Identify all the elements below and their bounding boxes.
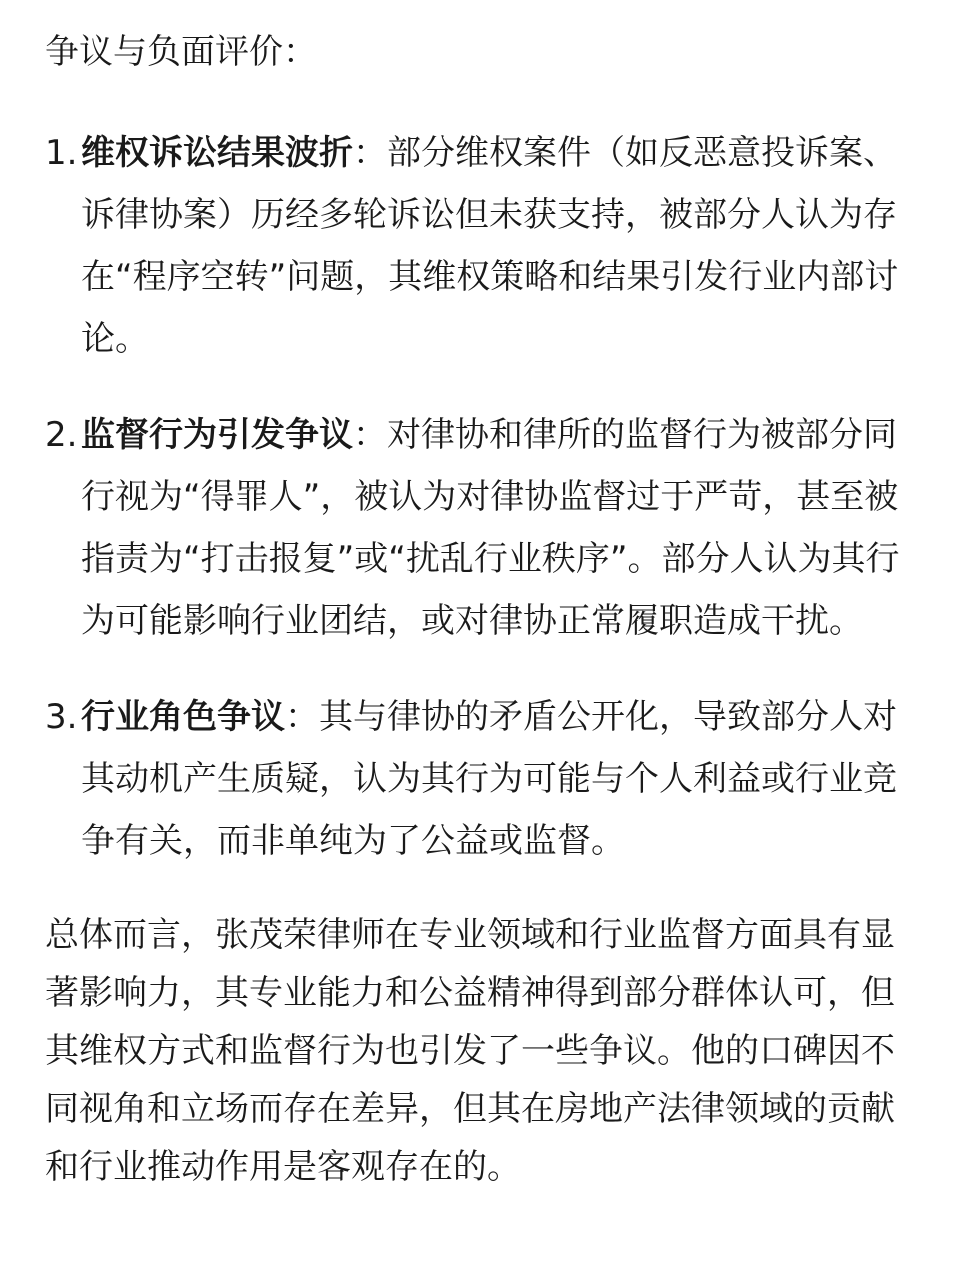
- list-item: [45, 404, 920, 652]
- list-item-number: 2.: [45, 415, 78, 455]
- list-item: [45, 122, 920, 370]
- list-item: [45, 686, 920, 872]
- list-item-title: 监督行为引发争议: [81, 415, 353, 455]
- list-item-number: 1.: [45, 133, 78, 173]
- section-heading: 争议与负面评价：: [45, 32, 317, 72]
- list-item-text: ：对律协和律所的监督行为被部分同行视为“得罪人”，被认为对律协监督过于严苛，甚至被指责为“打击报复”或“扰乱行业秩序”。部分人认为其行为可能影响行业团结，或对律协正常履职造成干扰。: [81, 415, 900, 641]
- list-item-number: 3.: [45, 697, 78, 737]
- list-item-text: ：其与律协的矛盾公开化，导致部分人对其动机产生质疑，认为其行为可能与个人利益或行业竞争有关，而非单纯为了公益或监督。: [81, 697, 897, 861]
- list-item-title: 维权诉讼结果波折: [81, 133, 353, 173]
- list-item-body: [81, 686, 920, 872]
- summary-paragraph: 总体而言，张茂荣律师在专业领域和行业监督方面具有显著影响力，其专业能力和公益精神得到部分群体认可，但其维权方式和监督行为也引发了一些争议。他的口碑因不同视角和立场而存在差异，但其在房地产法律领域的贡献和行业推动作用是客观存在的。: [45, 915, 895, 1187]
- list-item-title: 行业角色争议: [81, 697, 285, 737]
- list-item-body: [81, 122, 920, 370]
- list-item-text: ：部分维权案件（如反恶意投诉案、诉律协案）历经多轮诉讼但未获支持，被部分人认为存在“程序空转”问题，其维权策略和结果引发行业内部讨论。: [81, 133, 899, 359]
- list-item-body: [81, 404, 920, 652]
